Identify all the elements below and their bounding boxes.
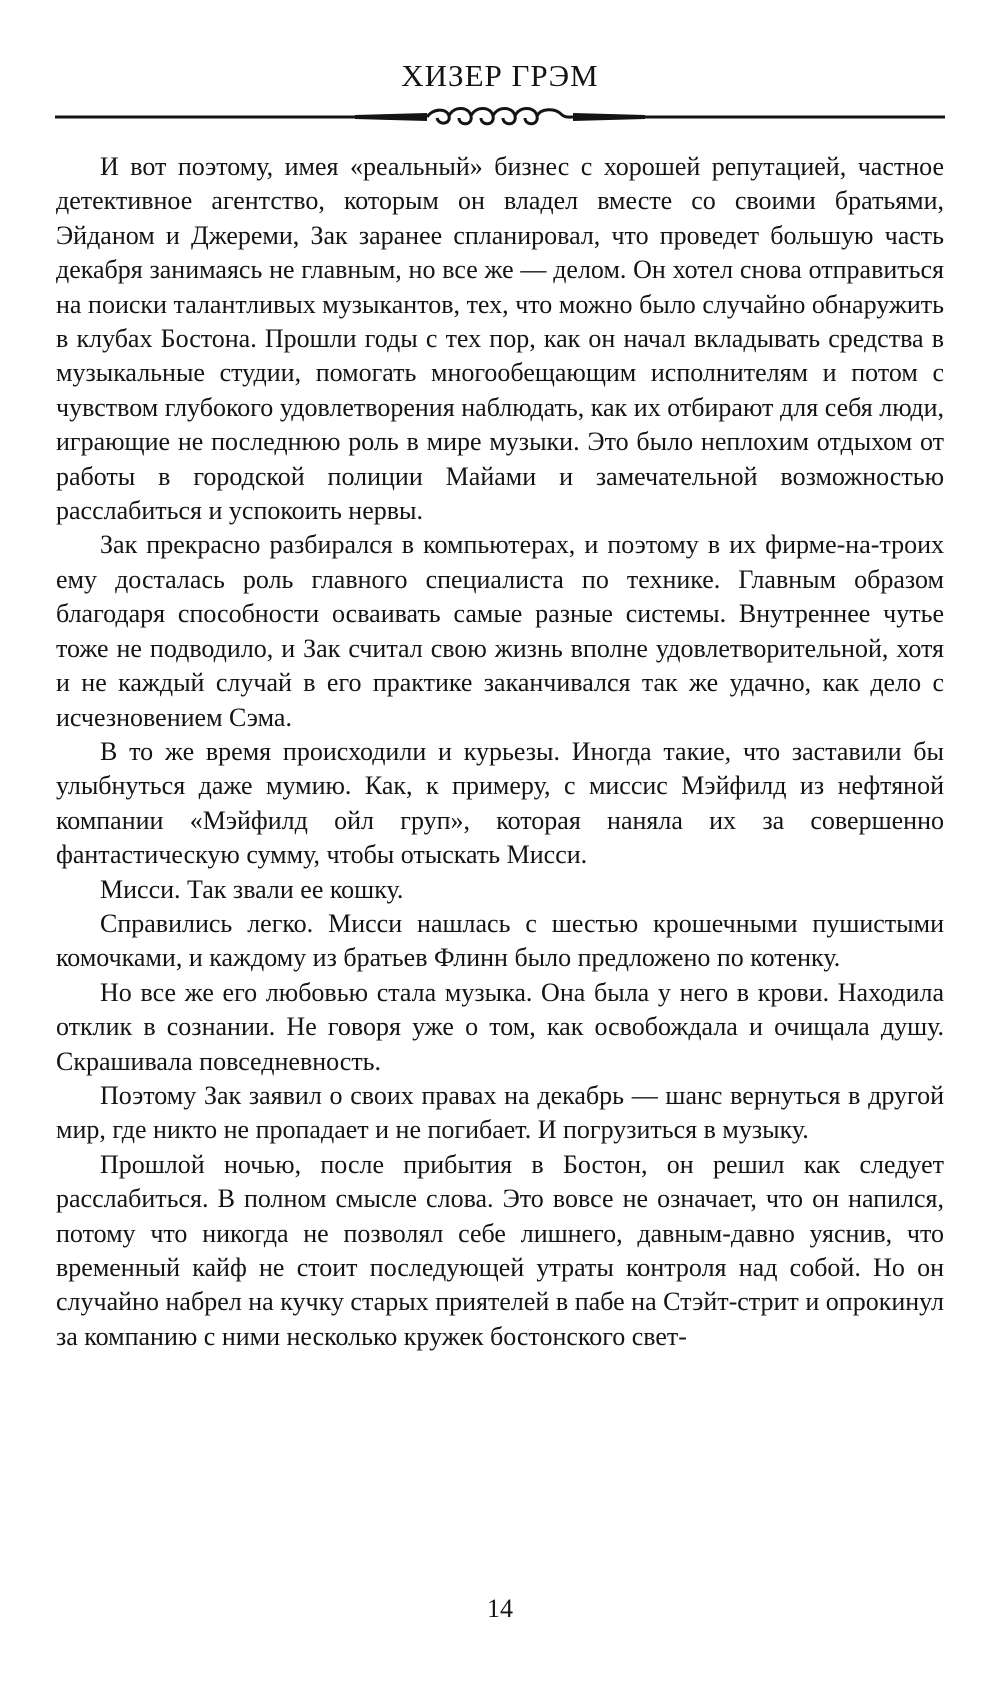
page-number: 14 — [487, 1594, 513, 1623]
paragraph: Мисси. Так звали ее кошку. — [100, 874, 404, 904]
body-text — [56, 150, 944, 1354]
running-title: ХИЗЕР ГРЭМ — [401, 58, 599, 93]
paragraph: Справились легко. Мисси нашлась с шестью крошечными пушистыми комочками, и каждому из братьев Флинн было предложено по котенку. — [56, 908, 944, 973]
paragraph: Зак прекрасно разбирался в компьютерах, и поэтому в их фирме-на-троих ему досталась роль главного специалиста по технике. Главным образом благодаря способности осваивать самые разные системы. Внутреннее чутье тоже не подводило, и Зак считал свою жизнь вполне удовлетворительной, хотя и не каждый случай в его практике заканчивался так же удачно, как дело с исчезновением Сэма. — [56, 530, 944, 732]
paragraph: И вот поэтому, имея «реальный» бизнес с хорошей репутацией, частное детективное агентство, которым он владел вместе со своими братьями, Эйданом и Джереми, Зак заранее спланировал, что проведет большую часть декабря занимаясь не главным, но все же — делом. Он хотел снова отправиться на поиски талантливых музыкантов, тех, что можно было случайно обнаружить в клубах Бостона. Прошли годы с тех пор, как он начал вкладывать средства в музыкальные студии, помогать многообещающим исполнителям и потом с чувством глубокого удовлетворения наблюдать, как их отбирают для себя люди, играющие не последнюю роль в мире музыки. Это было неплохим отдыхом от работы в городской полиции Майами и замечательной возможностью расслабиться и успокоить нервы. — [56, 152, 944, 526]
paragraph: В то же время происходили и курьезы. Иногда такие, что заставили бы улыбнуться даже мумию. Как, к примеру, с миссис Мэйфилд из нефтяной компании «Мэйфилд ойл груп», которая наняла их за совершенно фантастическую сумму, чтобы отыскать Мисси. — [56, 736, 944, 870]
swirl-ornament-divider-icon — [55, 104, 945, 130]
paragraph: Прошлой ночью, после прибытия в Бостон, он решил как следует расслабиться. В полном смысле слова. Это вовсе не означает, что он напился, потому что никогда не позволял себе лишнего, давным-давно уяснив, что временный кайф не стоит последующей утраты контроля над собой. Но он случайно набрел на кучку старых приятелей в пабе на Стэйт-стрит и опрокинул за компанию с ними несколько кружек бостонского свет- — [56, 1149, 944, 1351]
paragraph: Поэтому Зак заявил о своих правах на декабрь — шанс вернуться в другой мир, где никто не пропадает и не погибает. И погрузиться в музыку. — [56, 1080, 944, 1145]
paragraph: Но все же его любовью стала музыка. Она была у него в крови. Находила отклик в сознании. Не говоря уже о том, как освобождала и очищала душу. Скрашивала повседневность. — [56, 977, 944, 1076]
